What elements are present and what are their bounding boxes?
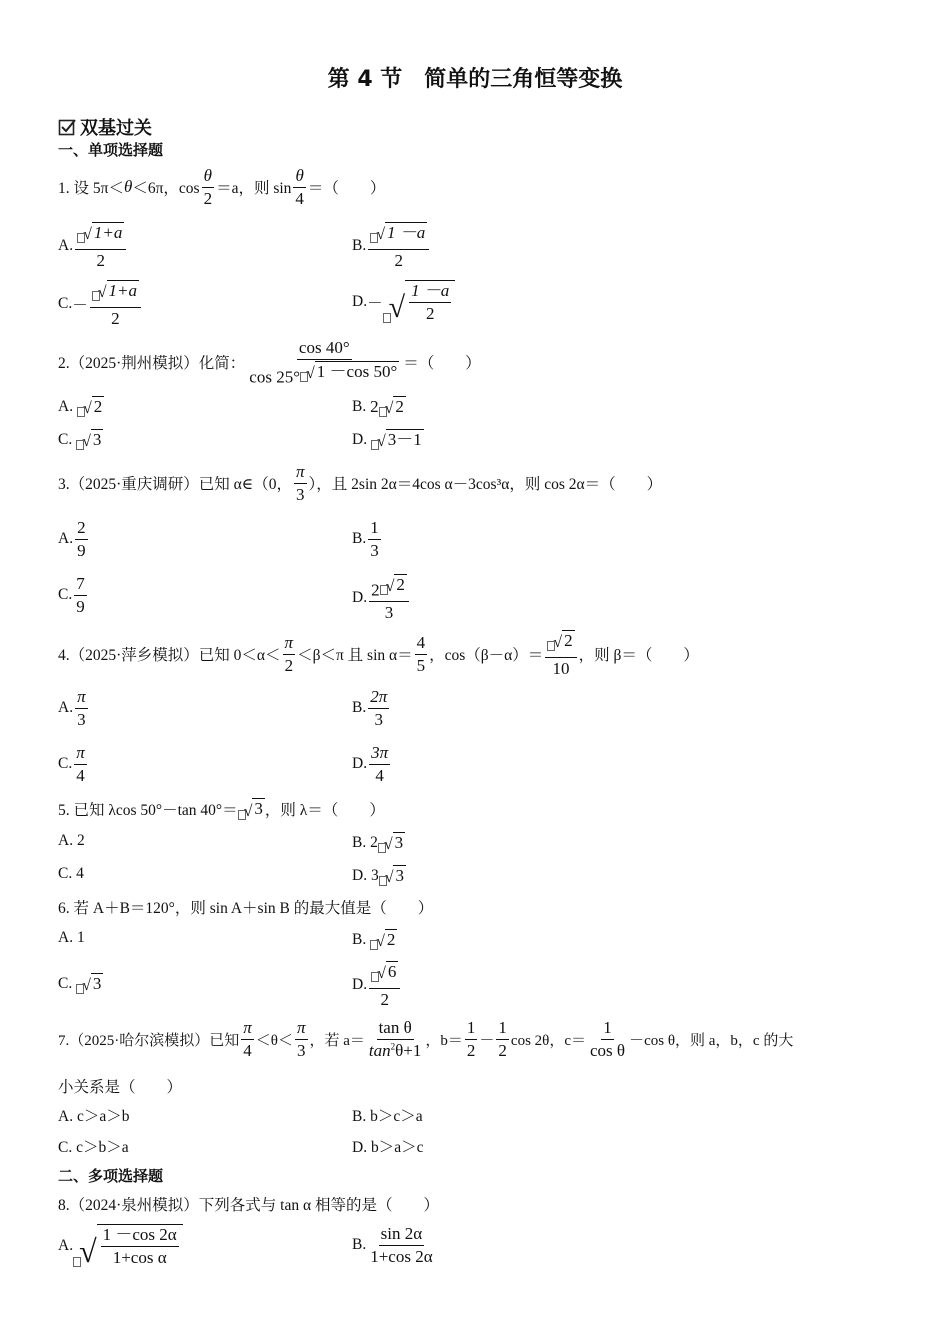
checkbox-icon: [58, 118, 76, 136]
option-b[interactable]: B. $\frac{2\pi}{3}$: [352, 687, 388, 729]
option-c[interactable]: C. － √ 1+a 2: [58, 280, 143, 328]
question-5: 5. 已知 λcos 50°－tan 40°＝ √ 3 ，则 λ＝（ ）: [58, 799, 385, 820]
option-d[interactable]: D. 2 √ 2 3: [352, 574, 411, 622]
option-c[interactable]: C. c＞b＞a: [58, 1139, 129, 1156]
option-b[interactable]: B. √ 2: [352, 930, 396, 951]
part-heading: 二、多项选择题: [58, 1167, 164, 1185]
section-heading: [58, 114, 152, 140]
question-3: 3.（2025·重庆调研）已知 α∈（0， $\frac{\pi}{3}$ ），且 2sin 2α＝4cos α－3cos³α，则 cos 2α＝（ ）: [58, 462, 663, 504]
question-6: 6. 若 A＋B＝120°，则 sin A＋sin B 的最大值是（ ）: [58, 900, 434, 917]
option-a[interactable]: A. √ $\frac{1 -\cos 2\alpha}{\text{1+cos α}}$: [58, 1224, 183, 1267]
option-a[interactable]: A. $\frac{\pi}{3}$: [58, 687, 86, 729]
option-b[interactable]: B. b＞c＞a: [352, 1108, 423, 1125]
section-title: 双基过关: [80, 118, 152, 139]
option-a[interactable]: A. 2: [58, 832, 85, 849]
question-7: 7.（2025·哈尔滨模拟）已知 $\frac{\pi}{4}$ ＜θ＜ $\frac{\pi}{3}$ ，若 a＝ $\frac{\text{tan θ}}{\tan^2\theta+1}$ ，b＝ $\frac{1}{2}$ － $\frac{1}{2}$ cos 2θ，c＝ $\frac{1}{\text{cos θ}}$ －cos θ，则 a，b，c 的大: [58, 1018, 794, 1060]
option-a[interactable]: A. 1: [58, 929, 85, 946]
question-7-line2: 小关系是（ ）: [58, 1079, 183, 1096]
option-a[interactable]: A. √ 2: [58, 397, 103, 418]
option-c[interactable]: C. √ 3: [58, 974, 102, 995]
question-4: 4.（2025·萍乡模拟）已知 0＜α＜ $\frac{\pi}{2}$ ＜β＜π 且 sin α＝ $\frac{4}{5}$ ，cos（β－α）＝ √ 2 10 ，则 β＝（ ）: [58, 631, 699, 678]
question-2: 2.（2025·荆州模拟）化简： cos 40° cos 25° √ 1 －cos 50° ＝（ ）: [58, 338, 481, 386]
option-b[interactable]: B. $\frac{\sin 2\alpha}{1+\cos 2\alpha}$: [352, 1224, 433, 1266]
option-b[interactable]: B. 2 √ 3: [352, 833, 404, 854]
option-d[interactable]: D. 3 √ 3: [352, 866, 404, 887]
option-a[interactable]: A. $\frac{2}{9}$: [58, 518, 86, 560]
question-1: 1. 设 5π＜ θ ＜6π，cos $\frac{\theta}{2}$ ＝a，则 sin $\frac{\theta}{4}$ ＝（ ）: [58, 166, 386, 208]
page-title: 第 4 节 简单的三角恒等变换: [327, 67, 623, 92]
option-d[interactable]: D. √ 3－1: [352, 430, 422, 451]
option-b[interactable]: B. √ 1 －a 2: [352, 222, 431, 270]
option-c[interactable]: C. 4: [58, 865, 84, 882]
option-a[interactable]: A. c＞a＞b: [58, 1108, 130, 1125]
question-8: 8.（2024·泉州模拟）下列各式与 tan α 相等的是（ ）: [58, 1197, 439, 1214]
option-b[interactable]: B. $\frac{1}{3}$: [352, 518, 379, 560]
part-heading: 一、单项选择题: [58, 141, 164, 159]
option-c[interactable]: C. √ 3: [58, 430, 102, 451]
option-a[interactable]: A. √ 1+a 2: [58, 222, 128, 270]
option-d[interactable]: D. b＞a＞c: [352, 1139, 424, 1156]
option-d[interactable]: D. √ 6 2: [352, 961, 402, 1009]
option-b[interactable]: B. 2 √ 2: [352, 396, 404, 418]
option-d[interactable]: D. － √ $\frac{1 -a}{2}$: [352, 280, 455, 323]
option-c[interactable]: C. $\frac{\pi}{4}$: [58, 743, 85, 785]
option-d[interactable]: D. $\frac{3\pi}{4}$: [352, 743, 389, 785]
option-c[interactable]: C. $\frac{7}{9}$: [58, 574, 85, 616]
